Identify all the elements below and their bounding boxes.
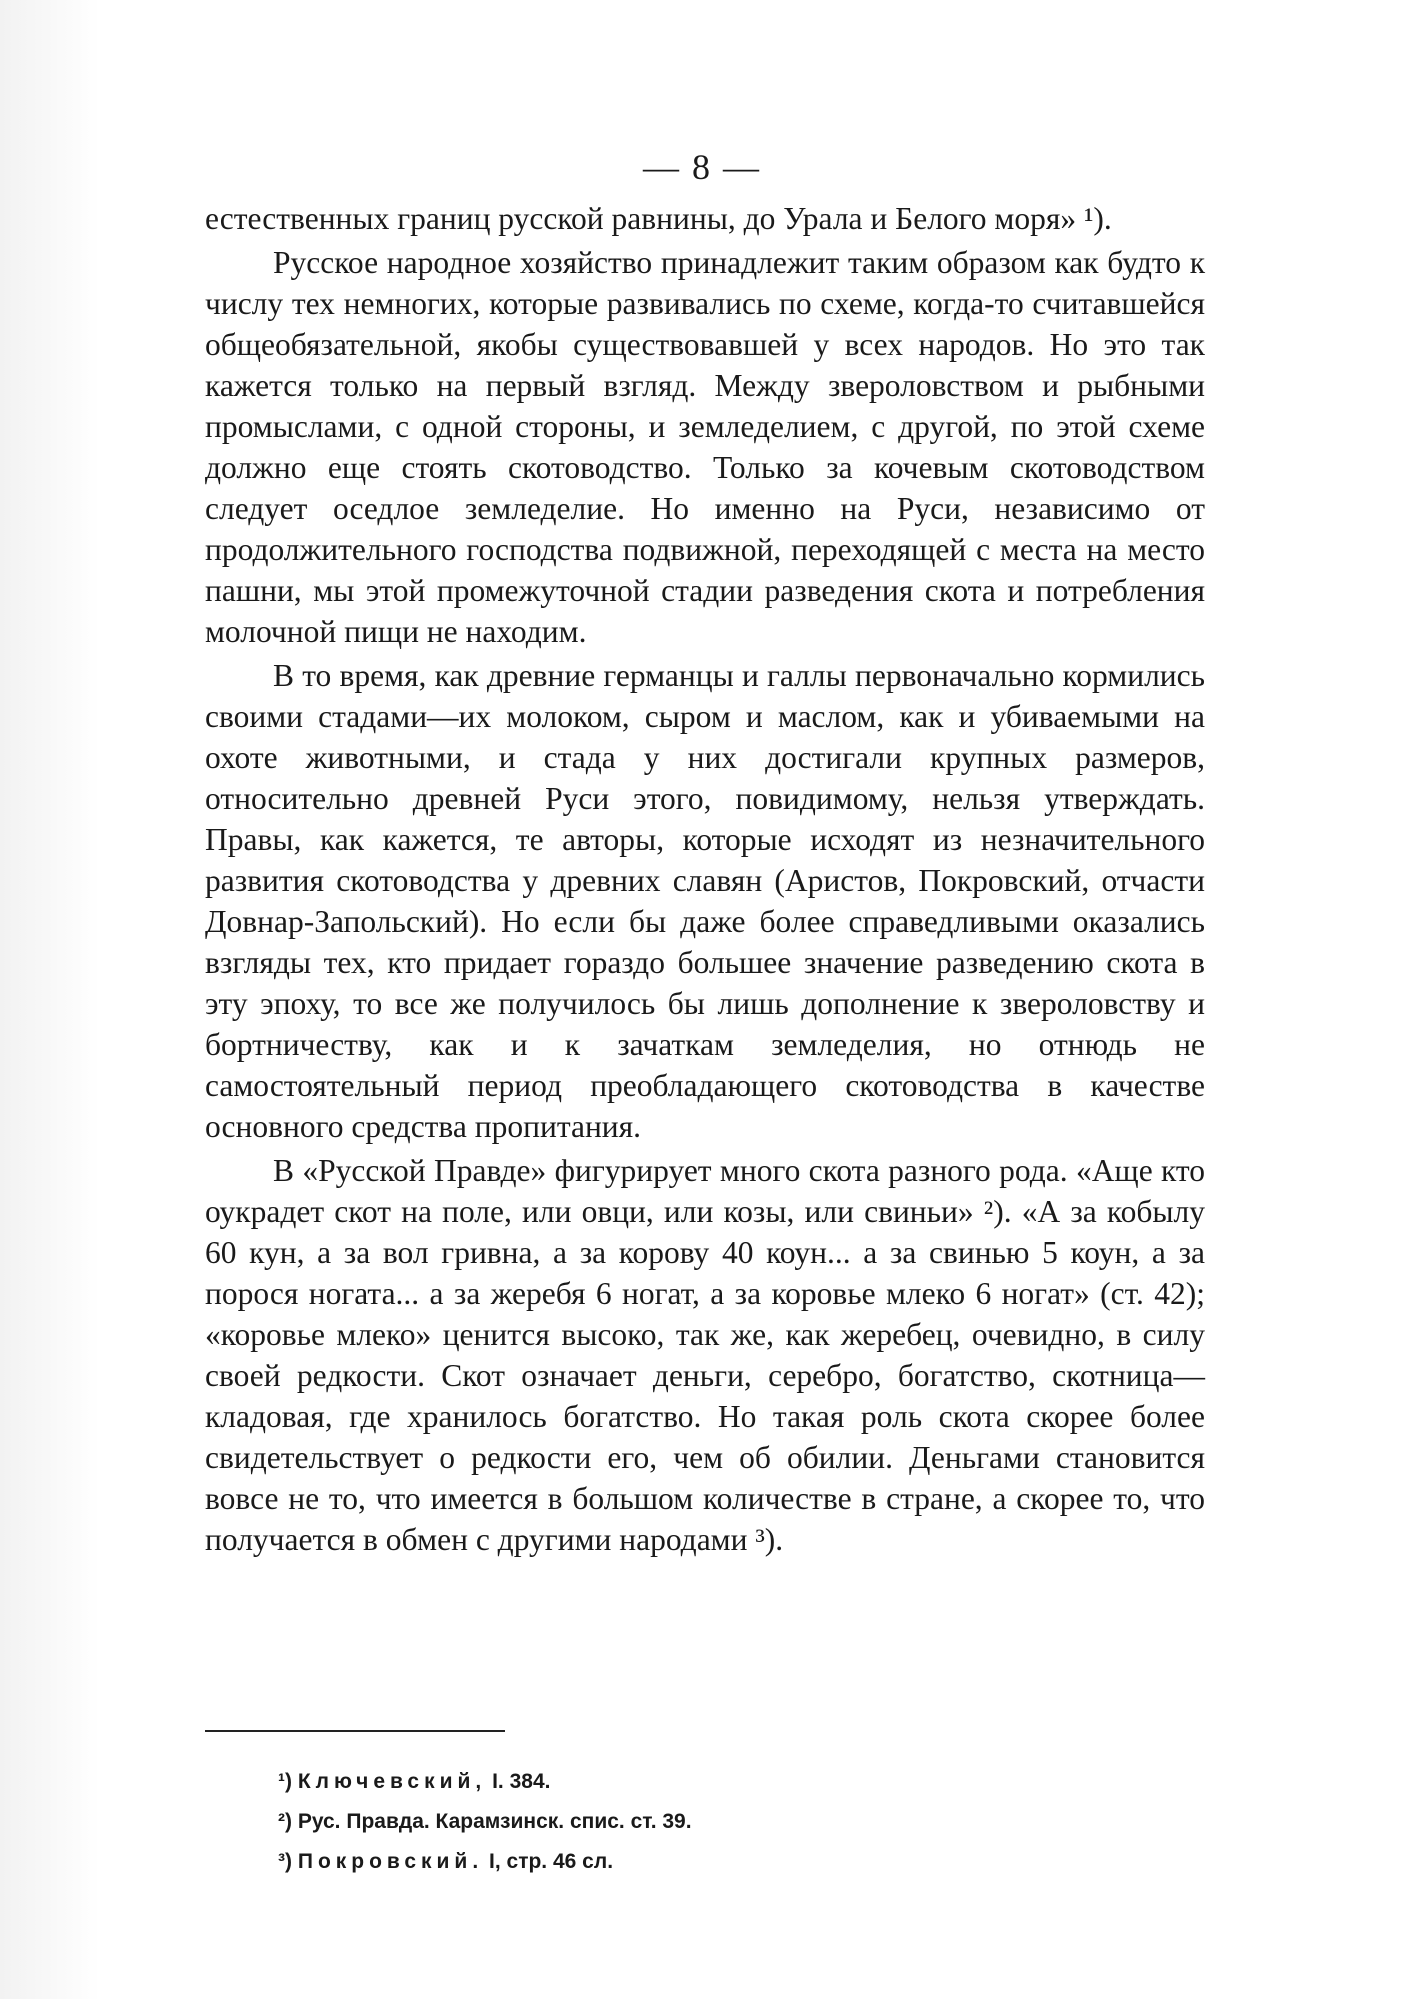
paragraph-4: В «Русской Правде» фигурирует много скота разного рода. «Аще кто оукрадет скот на поле, или овци, или козы, или свиньи» ²). «А за кобылу 60 кун, а за вол гривна, а за корову 40 коун... а за свинью 5 коун, а за порося ногата... а за жеребя 6 ногат, а за коровье млеко 6 ногат» (ст. 42); «коровье млеко» ценится высоко, так же, как жеребец, очевидно, в силу своей редкости. Скот означает деньги, серебро, богатство, скотница—кладовая, где хранилось богатство. Но такая роль скота скорее более свидетельствует о редкости его, чем об обилии. Деньгами становится вовсе не то, что имеется в большом количестве в стране, а скорее то, что получается в обмен с другими народами ³). bbox=[205, 1153, 1205, 1557]
page-edge-shadow bbox=[0, 0, 100, 1999]
footnote-text: Рус. Правда. Карамзинск. спис. ст. 39. bbox=[297, 1810, 692, 1833]
footnote-3 bbox=[278, 1842, 1178, 1882]
footnote-marker: ²) bbox=[278, 1810, 292, 1833]
footnote-divider bbox=[205, 1730, 505, 1732]
page-number: — 8 — bbox=[643, 147, 761, 187]
paragraph-1: естественных границ русской равнины, до Урала и Белого моря» ¹). bbox=[205, 201, 1112, 236]
footnote-1 bbox=[278, 1762, 1178, 1802]
footnote-author: Покровский. bbox=[297, 1850, 484, 1873]
footnote-text: I. 384. bbox=[492, 1770, 551, 1793]
footnote-text: I, стр. 46 сл. bbox=[489, 1850, 614, 1873]
footnote-marker: ³) bbox=[278, 1850, 292, 1873]
paragraph-3: В то время, как древние германцы и галлы первоначально кормились своими стадами—их молоком, сыром и маслом, как и убиваемыми на охоте животными, и стада у них достигали крупных размеров, относительно древней Руси этого, повидимому, нельзя утверждать. Правы, как кажется, те авторы, которые исходят из незначительного развития скотоводства у древних славян (Аристов, Покровский, отчасти Довнар-Запольский). Но если бы даже более справедливыми оказались взгляды тех, кто придает гораздо большее значение разведению скота в эту эпоху, то все же получилось бы лишь дополнение к звероловству и бортничеству, как и к зачаткам земледелия, но отнюдь не самостоятельный период преобладающего скотоводства в качестве основного средства пропитания. bbox=[205, 658, 1205, 1144]
paragraph-2: Русское народное хозяйство принадлежит таким образом как будто к числу тех немногих, которые развивались по схеме, когда-то считавшейся общеобязательной, якобы существовавшей у всех народов. Но это так кажется только на первый взгляд. Между звероловством и рыбными промыслами, с одной стороны, и земледелием, с другой, по этой схеме должно еще стоять скотоводство. Только за кочевым скотоводством следует оседлое земледелие. Но именно на Руси, независимо от продолжительного господства подвижной, переходящей с места на место пашни, мы этой промежуточной стадии разведения скота и потребления молочной пищи не находим. bbox=[205, 245, 1205, 649]
main-text bbox=[205, 198, 1205, 1560]
footnote-marker: ¹) bbox=[278, 1770, 292, 1793]
footnote-author: Ключевский, bbox=[297, 1770, 487, 1793]
footnote-2 bbox=[278, 1802, 1178, 1842]
footnotes bbox=[278, 1762, 1178, 1882]
